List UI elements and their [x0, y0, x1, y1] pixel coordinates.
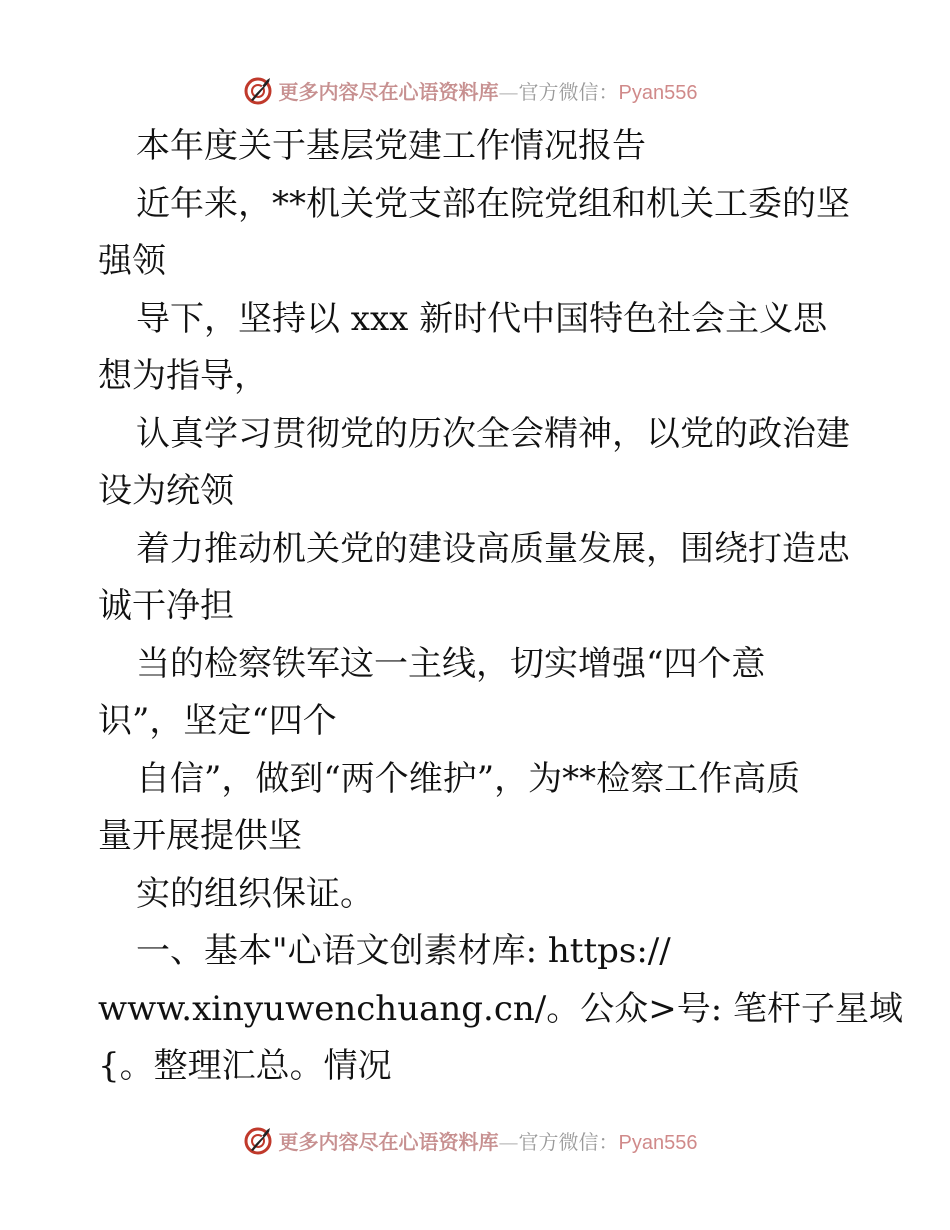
document-line: 一、基本"心语文创素材库: https:// [136, 931, 671, 971]
watermark-wechat-id: Pyan556 [618, 1131, 698, 1154]
document-line: 认真学习贯彻党的历次全会精神，以党的政治建 [136, 413, 850, 454]
document-line: 想为指导， [98, 356, 268, 396]
quill-seal-icon [243, 1124, 275, 1156]
document-line: 本年度关于基层党建工作情况报告 [136, 126, 646, 166]
header-watermark [0, 70, 950, 110]
watermark-separator: — [498, 1129, 519, 1154]
document-line: 近年来，**机关党支部在院党组和机关工委的坚 [136, 183, 850, 224]
watermark-wechat-id: Pyan556 [618, 81, 698, 104]
document-line: 量开展提供坚 [98, 816, 302, 856]
document-line: 着力推动机关党的建设高质量发展，围绕打造忠 [136, 528, 850, 569]
watermark-wechat-label: 官方微信： [518, 79, 619, 104]
document-line: 识”，坚定“四个 [98, 701, 337, 741]
footer-watermark [0, 1120, 950, 1160]
document-line: 实的组织保证。 [136, 873, 374, 914]
document-line: 自信”，做到“两个维护”，为**检察工作高质 [136, 758, 801, 799]
document-body [98, 118, 903, 1096]
quill-seal-icon [243, 74, 275, 106]
document-line: 诚干净担 [98, 586, 234, 626]
watermark-wechat-label: 官方微信： [518, 1129, 619, 1154]
watermark-brand: 更多内容尽在心语资料库 [278, 1129, 499, 1154]
document-line: 导下，坚持以 xxx 新时代中国特色社会主义思 [136, 298, 828, 339]
document-line: 强领 [98, 241, 166, 281]
watermark-separator: — [498, 79, 519, 104]
watermark-text [279, 76, 698, 105]
document-line: 设为统领 [98, 471, 234, 511]
document-line: {。整理汇总。情况 [98, 1046, 392, 1086]
document-line: www.xinyuwenchuang.cn/。公众>号: 笔杆子星域 [98, 988, 903, 1029]
document-line: 当的检察铁军这一主线，切实增强“四个意 [136, 643, 766, 684]
watermark-brand: 更多内容尽在心语资料库 [278, 79, 499, 104]
watermark-text [279, 1126, 698, 1155]
